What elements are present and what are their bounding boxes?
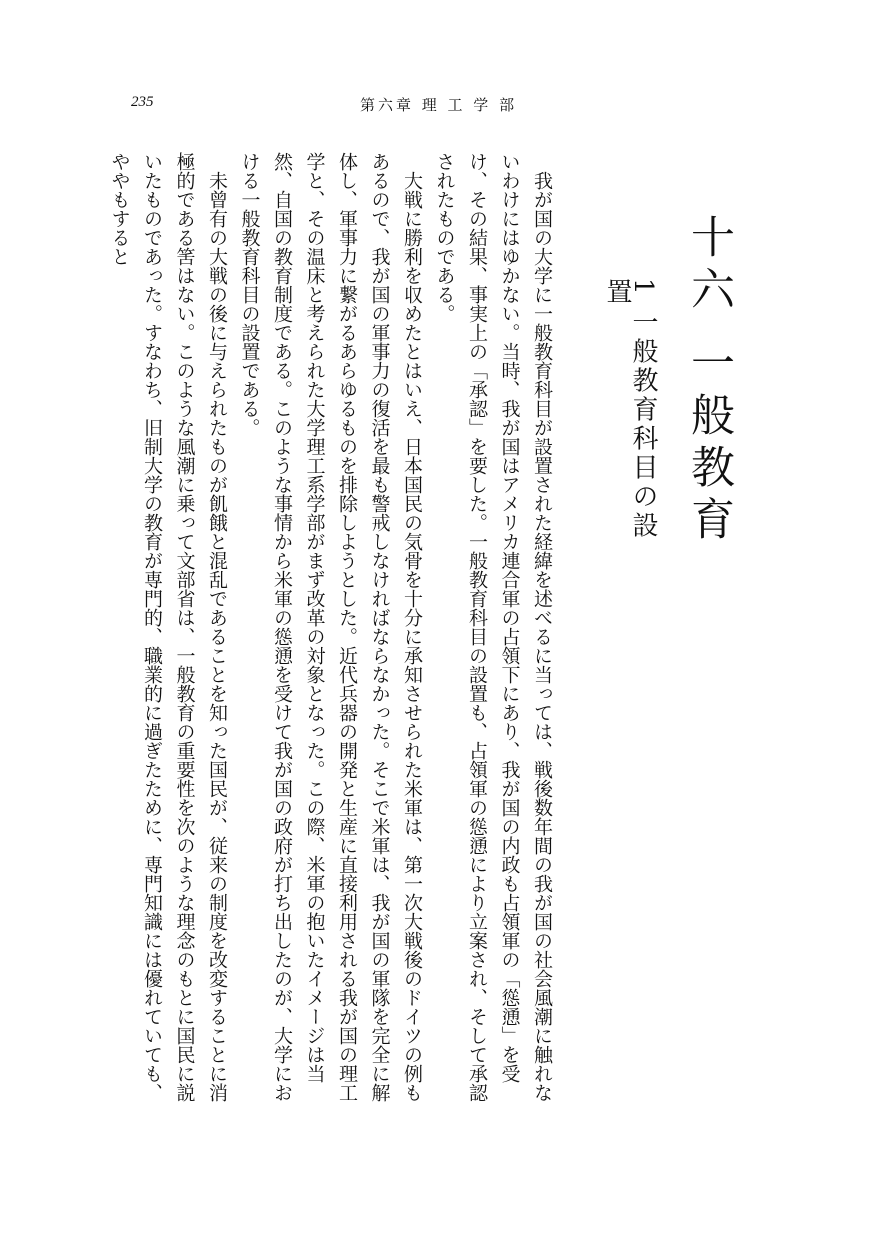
running-header: 第六章 理 工 学 部 — [360, 96, 518, 114]
section-title: 十六 一般教育 — [683, 214, 734, 548]
paragraph: 我が国の大学に一般教育科目が設置された経緯を述べるに当っては、戦後数年間の我が国の社会風潮に触れないわけにはゆかない。当時、我が国はアメリカ連合軍の占領下にあり、我が国の内政も占領軍の「慫慂」を受け、その結果、事実上の「承認」を要した。一般教育科目の設置も、占領軍の慫慂により立案され、そして承認されたものである。 — [433, 152, 553, 1102]
paragraph: 大戦に勝利を収めたとはいえ、日本国民の気骨を十分に承知させられた米軍は、第一次大戦後のドイツの例もあるので、我が国の軍事力の復活を最も警戒しなければならなかった。そこで米軍は、我が国の軍隊を完全に解体し、軍事力に繋がるあらゆるものを排除しようとした。近代兵器の開発と生産に直接利用される我が国の理工学と、その温床と考えられた大学理工系学部がまず改革の対象となった。この際、米軍の抱いたイメージは当然、自国の教育制度である。このような事情から米軍の慫慂を受けて我が国の政府が打ち出したのが、大学における一般教育科目の設置である。 — [238, 152, 423, 1102]
subsection-title: 1 一般教育科目の設置 — [602, 278, 658, 541]
body-text — [90, 152, 558, 1120]
page-number: 235 — [131, 94, 154, 110]
paragraph: 未曾有の大戦の後に与えられたものが飢餓と混乱であることを知った国民が、従来の制度を改変することに消極的である筈はない。このような風潮に乗って文部省は、一般教育の重要性を次のような理念のもとに国民に説いたものであった。すなわち、旧制大学の教育が専門的、職業的に過ぎたために、専門知識には優れていても、ややもすると — [108, 152, 228, 1102]
